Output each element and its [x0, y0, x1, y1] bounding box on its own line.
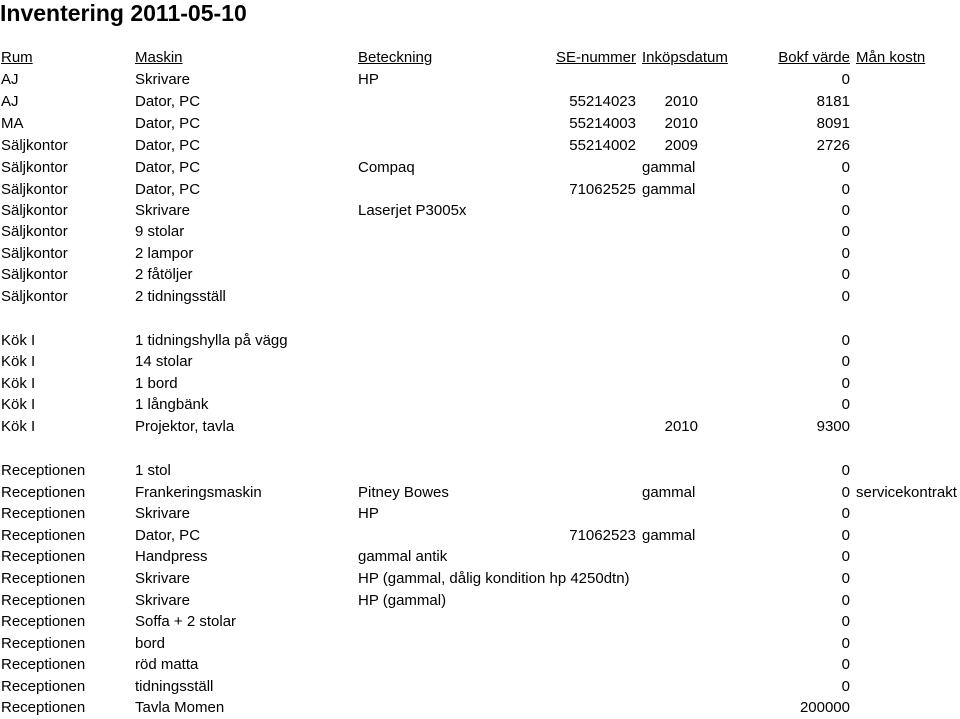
table-row [0, 221, 960, 243]
maskin-cell: 14 stolar [135, 353, 193, 370]
table-row [0, 525, 960, 547]
bokf-varde-cell: 0 [841, 181, 850, 198]
maskin-cell: Frankeringsmaskin [135, 484, 262, 501]
header-man-kostn: Mån kostn [856, 49, 926, 66]
inkopsdatum-cell: 2010 [664, 418, 698, 435]
bokf-varde-cell: 0 [841, 332, 850, 349]
bokf-varde-cell: 0 [841, 462, 850, 479]
table-row [0, 135, 960, 157]
maskin-cell: 9 stolar [135, 223, 185, 240]
table-row [0, 697, 960, 719]
bokf-varde-cell: 0 [841, 71, 850, 88]
bokf-varde-cell: 0 [841, 223, 850, 240]
maskin-cell: Dator, PC [135, 137, 201, 154]
bokf-varde-cell: 0 [841, 592, 850, 609]
rum-cell: Säljkontor [1, 181, 68, 198]
rum-cell: Säljkontor [1, 223, 68, 240]
maskin-cell: 2 lampor [135, 245, 194, 262]
table-row [0, 264, 960, 286]
rum-cell: Kök I [1, 353, 36, 370]
maskin-cell: Skrivare [135, 202, 191, 219]
bokf-varde-cell: 0 [841, 266, 850, 283]
bokf-varde-cell: 0 [841, 505, 850, 522]
table-row [0, 200, 960, 222]
page-title: Inventering 2011-05-10 [0, 0, 247, 26]
maskin-cell: 1 tidningshylla på vägg [135, 332, 288, 349]
beteckning-cell: Compaq [358, 159, 415, 176]
maskin-cell: bord [135, 635, 166, 652]
beteckning-cell: Laserjet P3005x [358, 202, 467, 219]
maskin-cell: 2 fåtöljer [135, 266, 193, 283]
bokf-varde-cell: 0 [841, 678, 850, 695]
header-maskin: Maskin [135, 49, 183, 66]
bokf-varde-cell: 0 [841, 570, 850, 587]
rum-cell: Receptionen [1, 462, 86, 479]
bokf-varde-cell: 2726 [816, 137, 850, 154]
se-nummer-cell: 55214003 [569, 115, 636, 132]
se-nummer-cell: 71062523 [569, 527, 636, 544]
rum-cell: Receptionen [1, 548, 86, 565]
maskin-cell: 2 tidningsställ [135, 288, 226, 305]
rum-cell: AJ [1, 93, 19, 110]
header-rum: Rum [1, 49, 33, 66]
table-row [0, 394, 960, 416]
bokf-varde-cell: 8091 [816, 115, 850, 132]
maskin-cell: 1 långbänk [135, 396, 209, 413]
rum-cell: Säljkontor [1, 159, 68, 176]
table-row [0, 351, 960, 373]
rum-cell: Receptionen [1, 699, 86, 716]
table-row [0, 91, 960, 113]
rum-cell: Receptionen [1, 656, 86, 673]
inkopsdatum-cell: gammal [642, 527, 696, 544]
bokf-varde-cell: 0 [841, 396, 850, 413]
beteckning-cell: Pitney Bowes [358, 484, 449, 501]
table-row [0, 654, 960, 676]
rum-cell: Receptionen [1, 527, 86, 544]
bokf-varde-cell: 0 [841, 548, 850, 565]
bokf-varde-cell: 0 [841, 202, 850, 219]
maskin-cell: Dator, PC [135, 527, 201, 544]
table-row [0, 243, 960, 265]
bokf-varde-cell: 9300 [816, 418, 850, 435]
bokf-varde-cell: 0 [841, 484, 850, 501]
table-row [0, 113, 960, 135]
table-row [0, 69, 960, 91]
rum-cell: Säljkontor [1, 245, 68, 262]
bokf-varde-cell: 0 [841, 353, 850, 370]
beteckning-cell: HP [358, 505, 379, 522]
bokf-varde-cell: 0 [841, 245, 850, 262]
table-row [0, 546, 960, 568]
rum-cell: Säljkontor [1, 288, 68, 305]
bokf-varde-cell: 0 [841, 375, 850, 392]
table-row [0, 416, 960, 438]
header-bokf-varde: Bokf värde [778, 49, 850, 66]
maskin-cell: Skrivare [135, 505, 191, 522]
beteckning-cell: HP [358, 71, 379, 88]
rum-cell: Kök I [1, 375, 36, 392]
rum-cell: Kök I [1, 332, 36, 349]
rum-cell: Kök I [1, 418, 36, 435]
inkopsdatum-cell: gammal [642, 181, 696, 198]
table-row [0, 330, 960, 352]
rum-cell: Receptionen [1, 613, 86, 630]
table-row [0, 590, 960, 612]
rum-cell: Receptionen [1, 635, 86, 652]
table-row [0, 503, 960, 525]
man-kostn-cell: servicekontrakt [856, 484, 957, 501]
table-row [0, 676, 960, 698]
beteckning-cell: HP (gammal) [358, 592, 447, 609]
maskin-cell: Dator, PC [135, 181, 201, 198]
table-row [0, 460, 960, 482]
inkopsdatum-cell: 2010 [664, 93, 698, 110]
rum-cell: Säljkontor [1, 266, 68, 283]
inkopsdatum-cell: 2009 [664, 137, 698, 154]
header-row [0, 47, 960, 69]
se-nummer-cell: 55214023 [569, 93, 636, 110]
maskin-cell: 1 stol [135, 462, 171, 479]
table-row [0, 633, 960, 655]
maskin-cell: Dator, PC [135, 115, 201, 132]
table-row [0, 179, 960, 201]
rum-cell: MA [1, 115, 24, 132]
se-nummer-cell: 55214002 [569, 137, 636, 154]
maskin-cell: 1 bord [135, 375, 178, 392]
rum-cell: Receptionen [1, 678, 86, 695]
beteckning-cell: gammal antik [358, 548, 448, 565]
rum-cell: Säljkontor [1, 202, 68, 219]
maskin-cell: Projektor, tavla [135, 418, 235, 435]
header-se-nummer: SE-nummer [555, 49, 636, 66]
table-row [0, 611, 960, 633]
maskin-cell: Soffa + 2 stolar [135, 613, 237, 630]
rum-cell: Receptionen [1, 570, 86, 587]
maskin-cell: Handpress [135, 548, 208, 565]
maskin-cell: Skrivare [135, 592, 191, 609]
maskin-cell: Dator, PC [135, 159, 201, 176]
maskin-cell: Dator, PC [135, 93, 201, 110]
rum-cell: Receptionen [1, 505, 86, 522]
table-row [0, 373, 960, 395]
maskin-cell: Skrivare [135, 71, 191, 88]
rum-cell: AJ [1, 71, 19, 88]
bokf-varde-cell: 200000 [799, 699, 850, 716]
rum-cell: Receptionen [1, 484, 86, 501]
table-row [0, 157, 960, 179]
table-row [0, 568, 960, 590]
inkopsdatum-cell: 2010 [664, 115, 698, 132]
bokf-varde-cell: 8181 [816, 93, 850, 110]
bokf-varde-cell: 0 [841, 613, 850, 630]
bokf-varde-cell: 0 [841, 656, 850, 673]
bokf-varde-cell: 0 [841, 288, 850, 305]
rum-cell: Säljkontor [1, 137, 68, 154]
inkopsdatum-cell: gammal [642, 484, 696, 501]
table-row [0, 286, 960, 308]
bokf-varde-cell: 0 [841, 159, 850, 176]
bokf-varde-cell: 0 [841, 635, 850, 652]
rum-cell: Receptionen [1, 592, 86, 609]
header-beteckning: Beteckning [358, 49, 433, 66]
maskin-cell: tidningsställ [135, 678, 214, 695]
se-nummer-cell: 71062525 [569, 181, 636, 198]
bokf-varde-cell: 0 [841, 527, 850, 544]
rum-cell: Kök I [1, 396, 36, 413]
maskin-cell: Tavla Momen [135, 699, 225, 716]
maskin-cell: röd matta [135, 656, 199, 673]
beteckning-cell: HP (gammal, dålig kondition hp 4250dtn) [358, 570, 630, 587]
maskin-cell: Skrivare [135, 570, 191, 587]
header-inkopsdatum: Inköpsdatum [642, 49, 728, 66]
table-row [0, 482, 960, 504]
inkopsdatum-cell: gammal [642, 159, 696, 176]
